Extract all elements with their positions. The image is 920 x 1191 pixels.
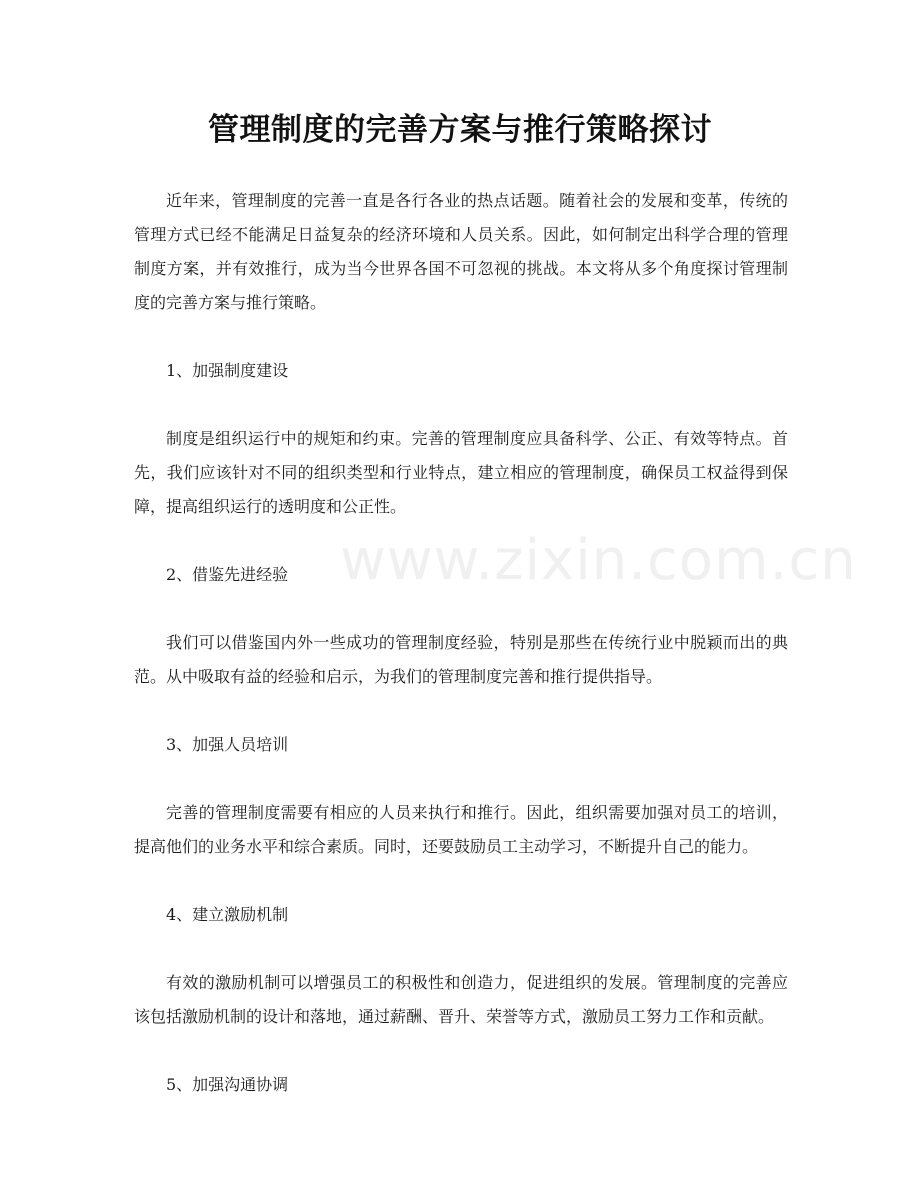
section-heading-3: 3、加强人员培训 — [166, 735, 289, 754]
document-title: 管理制度的完善方案与推行策略探讨 — [208, 112, 712, 148]
section-body-4: 有效的激励机制可以增强员工的积极性和创造力，促进组织的发展。管理制度的完善应该包括激励机制的设计和落地，通过薪酬、晋升、荣誉等方式，激励员工努力工作和贡献。 — [134, 973, 788, 1026]
section-body-1: 制度是组织运行中的规矩和约束。完善的管理制度应具备科学、公正、有效等特点。首先，我们应该针对不同的组织类型和行业特点，建立相应的管理制度，确保员工权益得到保障，提高组织运行的透明度和公正性。 — [134, 429, 788, 516]
watermark: www.zixin.com.cn — [340, 528, 857, 593]
document-body — [134, 184, 788, 1136]
intro-paragraph: 近年来，管理制度的完善一直是各行各业的热点话题。随着社会的发展和变革，传统的管理方式已经不能满足日益复杂的经济环境和人员关系。因此，如何制定出科学合理的管理制度方案，并有效推行，成为当今世界各国不可忽视的挑战。本文将从多个角度探讨管理制度的完善方案与推行策略。 — [134, 191, 788, 312]
section-body-2: 我们可以借鉴国内外一些成功的管理制度经验，特别是那些在传统行业中脱颖而出的典范。从中吸取有益的经验和启示，为我们的管理制度完善和推行提供指导。 — [134, 633, 788, 686]
section-heading-2: 2、借鉴先进经验 — [166, 565, 289, 584]
section-heading-4: 4、建立激励机制 — [166, 905, 289, 924]
section-body-3: 完善的管理制度需要有相应的人员来执行和推行。因此，组织需要加强对员工的培训，提高他们的业务水平和综合素质。同时，还要鼓励员工主动学习，不断提升自己的能力。 — [134, 803, 788, 856]
section-heading-1: 1、加强制度建设 — [166, 361, 289, 380]
section-heading-5: 5、加强沟通协调 — [166, 1075, 289, 1094]
